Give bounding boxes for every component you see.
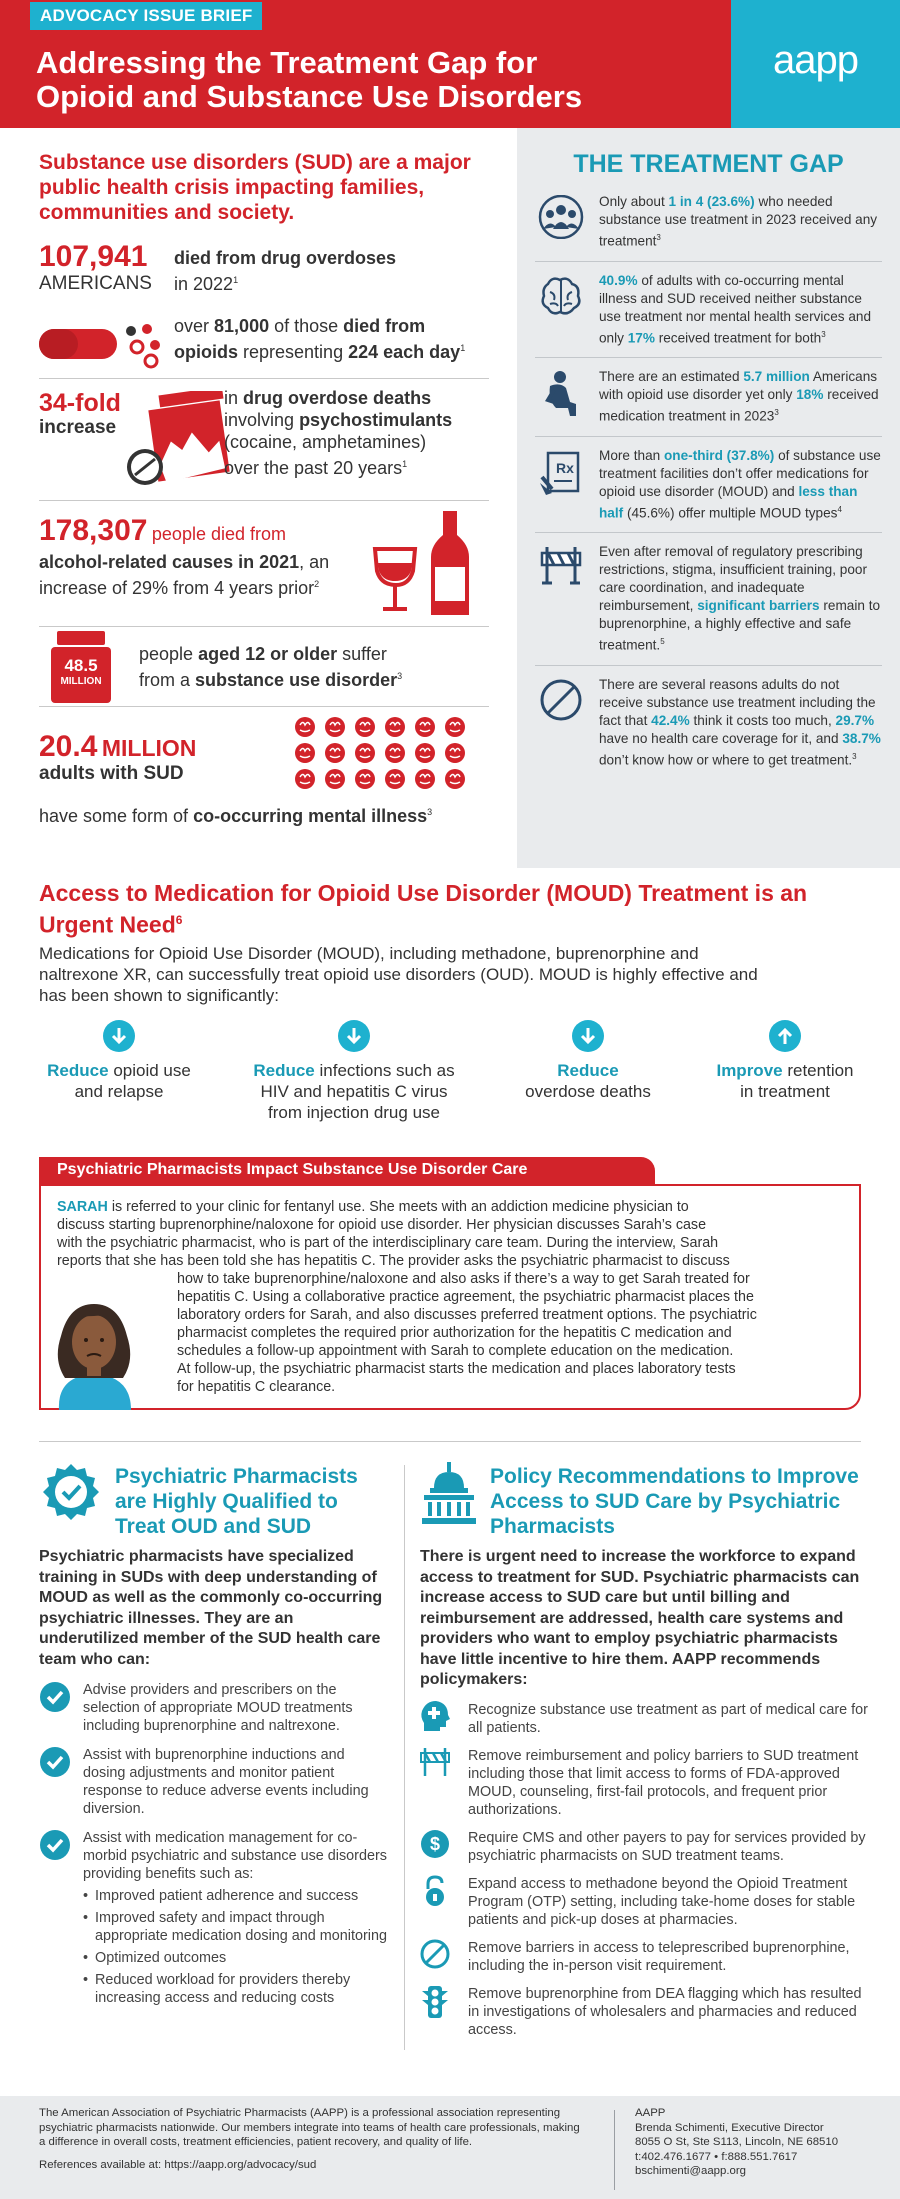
gap-4-ref: 4 [837, 504, 842, 514]
overdose-text-bold: died from drug overdoses [174, 248, 397, 268]
comorbid-t1: have some form of [39, 806, 189, 826]
pharmacist-capability-3 [39, 1829, 389, 2011]
comorbid-label: adults with SUD [39, 763, 184, 784]
opioid-bold-3: 224 each day [348, 342, 461, 362]
gap-2-text-2: received treatment for both [658, 330, 822, 346]
unlock-icon [420, 1875, 450, 1907]
sud-t1-bold: aged 12 or older [198, 644, 338, 664]
sud-t2-bold: substance use disorder [195, 670, 398, 690]
pill-icon [39, 319, 167, 369]
capitol-building-icon [420, 1462, 478, 1526]
head-icon [385, 743, 405, 763]
moud-intro: Medications for Opioid Use Disorder (MOUD), including methadone, buprenorphine and naltrexone XR, can successfully treat opioid use disorders (OUD). MOUD is highly effective and has been shown to significantly: [39, 944, 758, 1005]
benefit-2-text: infections such as [319, 1061, 455, 1080]
pharmacist-capability-1 [39, 1681, 389, 1735]
case-line: laboratory orders for Sarah, and also discusses preferred treatment options. The psychiatric [177, 1307, 757, 1323]
aapp-logo: aapp [773, 38, 858, 82]
head-icon [325, 743, 345, 763]
moud-title-text: Access to Medication for Opioid Use Disorder (MOUD) Treatment is an Urgent Need [39, 880, 808, 938]
policy-item-4 [420, 1875, 875, 1929]
gap-2-bold: 40.9% [599, 272, 638, 288]
patient-illustration [39, 1290, 149, 1410]
gap-6-ref: 3 [852, 751, 857, 761]
gap-6-text-2: think it costs too much, [693, 712, 832, 728]
pharmacists-qualified-section [39, 1462, 389, 2011]
list-item: • Improved patient adherence and success [83, 1887, 389, 1905]
policy-item-2 [420, 1747, 875, 1819]
overdose-ref: 1 [233, 275, 239, 285]
footer [0, 2096, 900, 2199]
treatment-gap-title: THE TREATMENT GAP [573, 150, 844, 178]
benefit-1-text: opioid use [113, 1061, 191, 1080]
head-icon [325, 769, 345, 789]
psychostim-number: 34-fold [39, 389, 121, 417]
wine-bottle-icon [369, 511, 489, 617]
checkmark-icon [39, 1681, 71, 1713]
svg-text:$: $ [429, 1833, 441, 1854]
gap-4-text: of substance use treatment facilities don’t offer medications for opioid use disorder (MOUD) and [599, 447, 881, 499]
column-divider [404, 1465, 405, 2050]
footer-contact [635, 2106, 885, 2179]
contact-address: 8055 O St, Ste S113, Lincoln, NE 68510 [635, 2136, 839, 2148]
case-line: with the psychiatric pharmacist, who is part of the interdisciplinary care team. During the interview, Sarah [57, 1235, 719, 1251]
pharmacist-capability-2 [39, 1746, 389, 1818]
sud-population-stat [39, 627, 489, 707]
opioid-ref: 1 [460, 343, 466, 353]
benefit-2-line3: from injection drug use [268, 1103, 440, 1122]
award-badge-icon [39, 1462, 103, 1526]
benefit-1-bold: Reduce [47, 1061, 109, 1080]
case-line: hepatitis C. Using a collaborative practice agreement, the psychiatric pharmacist places the [177, 1289, 754, 1305]
gap-3-text: Americans with opioid use disorder yet only [599, 369, 878, 403]
overdose-stat [39, 241, 489, 309]
gap-item-facilities [535, 437, 882, 534]
opioid-count: 81,000 [214, 316, 270, 336]
head-icon [415, 769, 435, 789]
contact-email[interactable]: bschimenti@aapp.org [635, 2165, 746, 2177]
overdose-label: AMERICANS [39, 273, 152, 294]
benefit-improve-retention [700, 1020, 870, 1102]
gap-4-bold: one-third (37.8%) [664, 447, 775, 463]
head-icon [325, 717, 345, 737]
case-line: At follow-up, the psychiatric pharmacist starts the medication and places laboratory tests [177, 1361, 736, 1377]
policy-item-5 [420, 1939, 875, 1975]
policy-6-text: Remove buprenorphine from DEA flagging which has resulted in investigations of wholesalers and pharmacies and reduced access. [468, 1985, 862, 2038]
gap-item-reasons [535, 666, 882, 780]
gap-item-barriers [535, 533, 882, 666]
gap-4-text-2: (45.6%) offer multiple MOUD types [626, 505, 838, 521]
psychostim-ref: 1 [402, 459, 408, 469]
gap-1-text: who needed substance use treatment in 2023 received any treatment [599, 194, 878, 249]
badge-number: 48.5 [64, 656, 98, 675]
gap-5-text-2: remain to buprenorphine, a highly effective and safe treatment. [599, 598, 881, 653]
benefit-1-line2: and relapse [74, 1082, 164, 1101]
gap-5-bold: significant barriers [697, 598, 820, 614]
case-line [57, 1198, 689, 1216]
dollar-icon [420, 1829, 450, 1861]
gap-1-pre: Only about [599, 194, 665, 209]
case-line: reports that she has been told she has hepatitis C. The provider asks the psychiatric pharmacist to discuss [57, 1253, 730, 1269]
contact-org: AAPP [635, 2107, 666, 2119]
head-icon [385, 717, 405, 737]
gap-3-bold-2: 18% [796, 387, 824, 403]
prohibited-icon [535, 676, 587, 770]
gap-4-pre: More than [599, 447, 661, 463]
policy-4-text: Expand access to methadone beyond the Opioid Treatment Program (OTP) setting, including take-home doses for stable patients and pick-up doses at pharmacies. [468, 1875, 856, 1928]
gap-5-text: Even after removal of regulatory prescribing restrictions, stigma, insufficient training, poor care coordination, and inadequate reimbursement, [599, 544, 867, 614]
psychostim-l3: (cocaine, amphetamines) [224, 432, 427, 452]
gap-2-text: of adults with co-occurring mental illness and SUD received neither substance use treatment nor mental health services and only [599, 272, 872, 346]
gap-6-text-4: don’t know how or where to get treatment. [599, 752, 853, 768]
alcohol-t2-bold: alcohol-related causes in 2021 [39, 552, 300, 572]
gap-6-bold-3: 38.7% [842, 730, 881, 746]
overdose-number: 107,941 [39, 240, 148, 273]
case-line: for hepatitis C clearance. [177, 1379, 336, 1395]
head-icon [385, 769, 405, 789]
benefit-3-bold: Reduce [557, 1061, 619, 1080]
benefit-4-line2: in treatment [740, 1082, 830, 1101]
up-arrow-icon [769, 1020, 801, 1052]
gap-1-bold: 1 in 4 (23.6%) [668, 194, 755, 209]
footer-divider [614, 2110, 615, 2190]
down-arrow-icon [103, 1020, 135, 1052]
list-item: • Improved safety and impact through appropriate medication dosing and monitoring [83, 1909, 389, 1945]
head-icon [445, 717, 465, 737]
patient-name: SARAH [57, 1199, 112, 1215]
comorbid-stat [39, 707, 489, 837]
benefit-2-bold: Reduce [253, 1061, 315, 1080]
barrier-icon [535, 543, 587, 655]
brain-icon [535, 272, 587, 348]
policy-recommendations-section [420, 1462, 875, 2039]
benefit-reduce-overdose [508, 1020, 668, 1102]
alcohol-t3: increase of 29% from 4 years prior [39, 578, 315, 598]
section-divider [39, 1441, 861, 1442]
capability-2-text: Assist with buprenorphine inductions and dosing adjustments and monitor patient response to reduce adverse events including diversion. [83, 1747, 369, 1817]
benefit-4-bold: Improve [716, 1061, 783, 1080]
sud-t1: people [139, 644, 194, 664]
moud-title-ref: 6 [175, 913, 183, 927]
head-icon [445, 743, 465, 763]
contact-phone: t:402.476.1677 • f:888.551.7617 [635, 2150, 798, 2163]
drug-bag-icon [123, 391, 233, 491]
gap-6-bold-2: 29.7% [835, 712, 875, 728]
people-group-icon [535, 193, 587, 251]
case-line: schedules a follow-up appointment with Sarah to complete education on the medication. [177, 1343, 734, 1359]
capability-3-text: Assist with medication management for co-morbid psychiatric and substance use disorders providing benefits such as: [83, 1830, 387, 1882]
traffic-light-icon [420, 1985, 450, 2017]
policy-5-text: Remove barriers in access to teleprescribed buprenorphine, including the in-person visit requirement. [468, 1939, 850, 1974]
comorbid-number: 20.4 [39, 730, 98, 763]
intro-statement: Substance use disorders (SUD) are a major public health crisis impacting families, communities and society. [39, 151, 471, 224]
header-title-panel [0, 0, 731, 128]
psychostim-l1-bold: drug overdose deaths [243, 388, 432, 408]
prohibited-icon [420, 1939, 450, 1971]
policy-1-text: Recognize substance use treatment as part of medical care for all patients. [468, 1701, 868, 1736]
policy-item-3 [420, 1829, 875, 1865]
down-arrow-icon [572, 1020, 604, 1052]
opioid-pre: over [174, 316, 210, 336]
sitting-person-icon [535, 368, 587, 426]
opioid-bold-2: opioids [174, 342, 238, 362]
case-study-title: Psychiatric Pharmacists Impact Substance Use Disorder Care [39, 1157, 655, 1184]
head-icon [415, 717, 435, 737]
gap-5-ref: 5 [660, 637, 665, 647]
sud-statistics [0, 128, 517, 868]
policy-item-6 [420, 1985, 875, 2039]
gap-2-ref: 3 [821, 329, 826, 339]
gap-6-text-3: have no health care coverage for it, and [599, 730, 839, 746]
sud-ref: 3 [397, 671, 403, 681]
page-title [36, 46, 582, 114]
psychostimulant-stat [39, 379, 489, 501]
policy-2-text: Remove reimbursement and policy barriers to SUD treatment including those that limit access to forms of FDA-approved MOUD, counseling, first-fail protocols, and frequent prior authorizations. [468, 1747, 859, 1818]
heads-grid-icon [291, 715, 491, 795]
moud-title [39, 880, 869, 939]
opioid-stat [39, 309, 489, 379]
pill-bottle-icon [51, 631, 111, 703]
opioid-bold-1: died from [343, 316, 426, 336]
psychostim-label: increase [39, 417, 117, 438]
overdose-text: in 2022 [174, 274, 234, 294]
down-arrow-icon [338, 1020, 370, 1052]
benefit-3-line2: overdose deaths [525, 1082, 651, 1101]
head-icon [445, 769, 465, 789]
psychostim-l2-pre: involving [224, 410, 295, 430]
comorbid-ref: 3 [427, 807, 433, 817]
header-banner [0, 0, 900, 128]
checkmark-icon [39, 1746, 71, 1778]
case-line: pharmacist completes the required prior authorization for the hepatitis C medication and [177, 1325, 732, 1341]
psychostim-l4: over the past 20 years [224, 458, 403, 478]
treatment-gap-panel [517, 128, 900, 868]
head-plus-icon [420, 1701, 450, 1733]
head-icon [355, 769, 375, 789]
svg-text:Rx: Rx [556, 459, 574, 476]
policy-title: Policy Recommendations to Improve Access to SUD Care by Psychiatric Pharmacists [490, 1465, 859, 1538]
comorbid-t1-bold: co-occurring mental illness [193, 806, 428, 826]
gap-3-ref: 3 [774, 408, 779, 418]
benefit-2-line2: HIV and hepatitis C virus [260, 1082, 448, 1101]
logo-panel [731, 0, 900, 128]
list-item: • Reduced workload for providers thereby increasing access and reducing costs [83, 1971, 389, 2007]
alcohol-t2-end: , an [299, 552, 330, 572]
psychostim-l1-pre: in [224, 388, 239, 408]
case-line: how to take buprenorphine/naloxone and also asks if there’s a way to get Sarah treated for [177, 1271, 750, 1287]
prescription-pad-icon [535, 447, 587, 523]
gap-3-text-2: received medication treatment in 2023 [599, 387, 879, 424]
checkmark-icon [39, 1829, 71, 1861]
gap-6-bold: 42.4% [651, 712, 690, 728]
psychostim-l2-bold: psychostimulants [299, 410, 453, 430]
opioid-text-2: representing [243, 342, 344, 362]
head-icon [355, 717, 375, 737]
pharmacists-lead: Psychiatric pharmacists have specialized training in SUDs with deep understanding of MOUD as well as the commonly co-occurring psychiatric illnesses. They are an underutilized member of the SUD health care team who can: [39, 1548, 383, 1668]
alcohol-stat [39, 501, 489, 627]
pharmacists-title: Psychiatric Pharmacists are Highly Qualified to Treat OUD and SUD [115, 1465, 358, 1538]
footer-about [39, 2106, 584, 2172]
policy-item-1 [420, 1701, 875, 1737]
gap-2-bold-2: 17% [627, 330, 655, 346]
policy-lead: There is urgent need to increase the workforce to expand access to treatment for SUD. Psychiatric pharmacists can increase access to SUD care but until billing and reimbursement are addressed, health care systems and providers who want to employ psychiatric pharmacists have little incentive to hire them. AAPP recommends policymakers: [420, 1548, 860, 1688]
gap-item-oud [535, 358, 882, 437]
head-icon [295, 717, 315, 737]
policy-3-text: Require CMS and other payers to pay for services provided by psychiatric pharmacists on SUD treatment teams. [468, 1829, 866, 1864]
case-study-box [39, 1184, 861, 1410]
references-link[interactable]: References available at: https://aapp.org/advocacy/sud [39, 2158, 317, 2171]
head-icon [295, 743, 315, 763]
footer-about-text: The American Association of Psychiatric Pharmacists (AAPP) is a professional association representing psychiatric pharmacists nationwide. Our members integrate into teams of health care professionals, making a difference in overall costs, treatment efficiencies, patient recovery, and quality of life. [39, 2107, 580, 2148]
title-line-2: Opioid and Substance Use Disorders [36, 79, 583, 114]
head-icon [295, 769, 315, 789]
sud-t1-end: suffer [342, 644, 387, 664]
benefit-reduce-infections [234, 1020, 474, 1123]
badge-label: MILLION [60, 676, 102, 687]
opioid-mid: of those [274, 316, 339, 336]
alcohol-number: 178,307 [39, 514, 148, 547]
comorbid-number-label: MILLION [101, 735, 197, 761]
alcohol-ref: 2 [314, 579, 320, 589]
issue-brief-tag: ADVOCACY ISSUE BRIEF [30, 2, 262, 30]
benefit-reduce-opioid-use [39, 1020, 199, 1102]
case-line: discuss starting buprenorphine/naloxone for opioid use disorder. Her physician discusses Sarah’s case [57, 1217, 707, 1233]
barrier-icon [420, 1747, 450, 1779]
list-item: • Optimized outcomes [83, 1949, 389, 1967]
gap-4-bold-2: less than half [599, 483, 858, 521]
gap-3-pre: There are an estimated [599, 369, 740, 385]
alcohol-t1: people died from [151, 524, 286, 544]
gap-item-co-occurring [535, 262, 882, 359]
head-icon [415, 743, 435, 763]
title-line-1: Addressing the Treatment Gap for [36, 45, 538, 80]
contact-name: Brenda Schimenti, Executive Director [635, 2121, 824, 2134]
benefit-4-text: retention [787, 1061, 854, 1080]
gap-item-treatment-rate [535, 191, 882, 262]
gap-6-text: There are several reasons adults do not receive substance use treatment including the fact that [599, 676, 876, 728]
sud-t2-pre: from a [139, 670, 191, 690]
gap-3-bold: 5.7 million [743, 369, 810, 385]
case-line-text: is referred to your clinic for fentanyl use. She meets with an addiction medicine physician to [111, 1199, 689, 1215]
capability-1-text: Advise providers and prescribers on the selection of appropriate MOUD treatments including buprenorphine and naltrexone. [83, 1682, 353, 1734]
head-icon [355, 743, 375, 763]
gap-1-ref: 3 [656, 233, 661, 242]
benefits-list [83, 1887, 389, 2007]
